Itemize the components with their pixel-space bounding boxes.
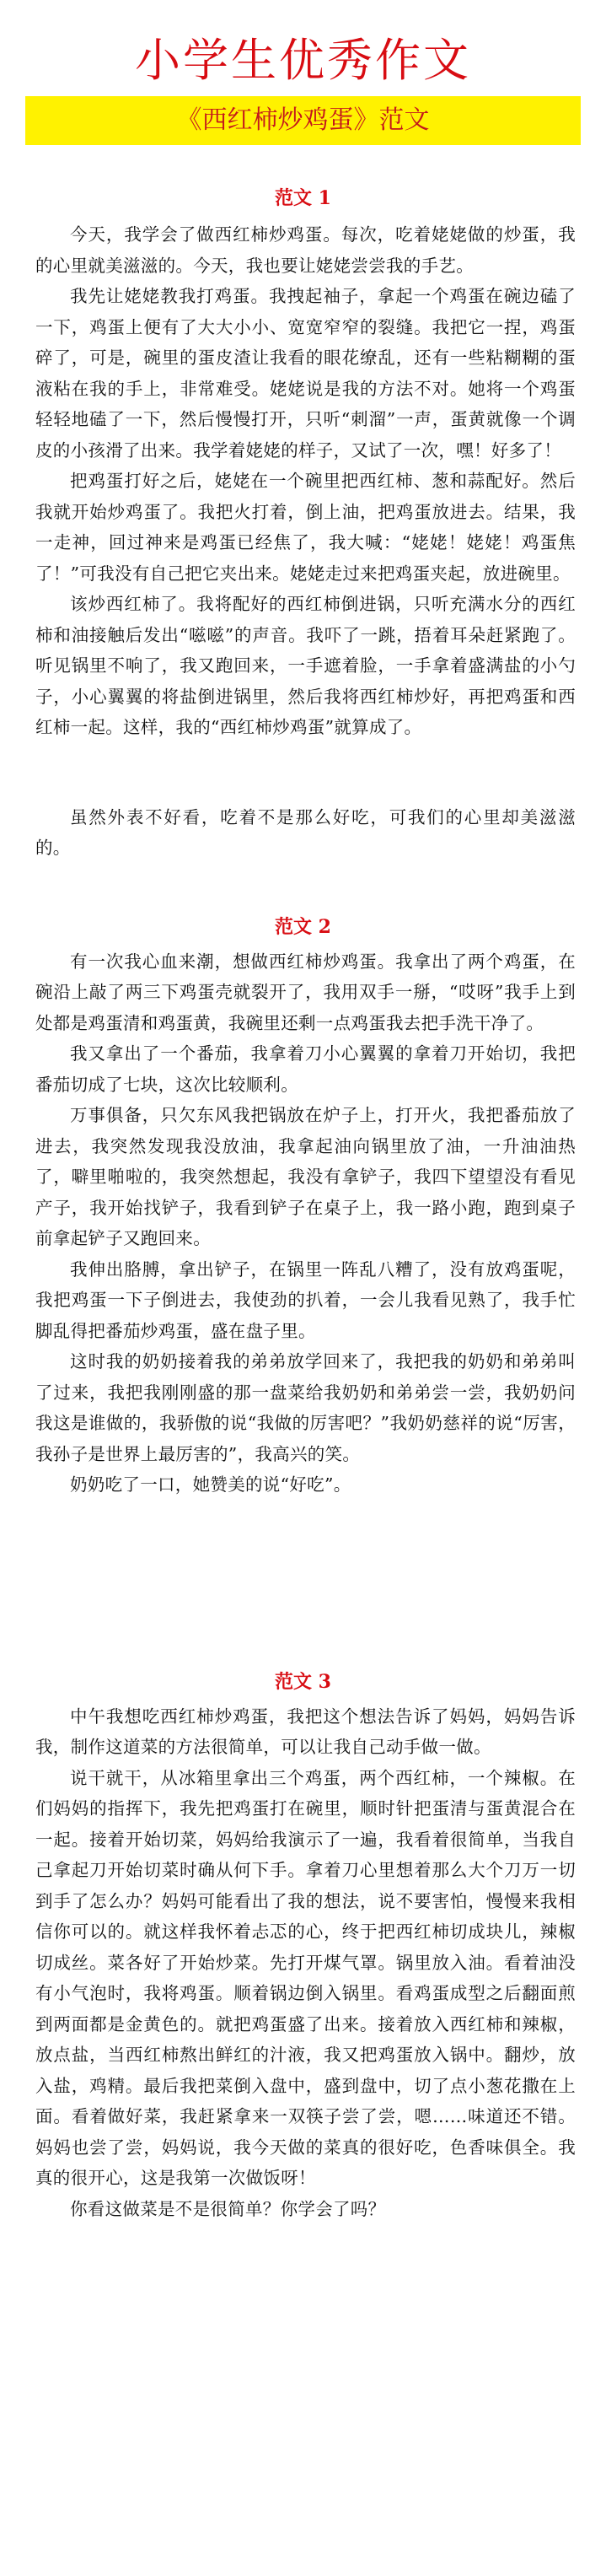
essay-2-paragraph-3: 万事俱备，只欠东风我把锅放在炉子上，打开火，我把番茄放了进去，我突然发现我没放油，我拿起油向锅里放了油，一升油油热了，噼里啪啦的，我突然想起，我没有拿铲子，我四下望望没有看见产子，我开始找铲子，我看到铲子在桌子上，我一路小跑，跑到桌子前拿起铲子又跑回来。	[35, 1105, 576, 1248]
essay-2	[0, 914, 606, 1501]
page-title: 小学生优秀作文	[135, 34, 471, 87]
essay-1-paragraph-3: 把鸡蛋打好之后，姥姥在一个碗里把西红柿、葱和蒜配好。然后我就开始炒鸡蛋了。我把火打着，倒上油，把鸡蛋放进去。结果，我一走神，回过神来是鸡蛋已经焦了，我大喊：“姥姥！姥姥！鸡蛋焦了！”可我没有自己把它夹出来。姥姥走过来把鸡蛋夹起，放进碗里。	[35, 471, 576, 584]
essay-2-paragraph-1: 有一次我心血来潮，想做西红柿炒鸡蛋。我拿出了两个鸡蛋，在碗沿上敲了两三下鸡蛋壳就裂开了，我用双手一掰，“哎呀”我手上到处都是鸡蛋清和鸡蛋黄，我碗里还剩一点鸡蛋我去把手洗干净了。	[35, 951, 576, 1033]
essay-1-paragraph-4: 该炒西红柿了。我将配好的西红柿倒进锅，只听充满水分的西红柿和油接触后发出“嗞嗞”的声音。我吓了一跳，捂着耳朵赶紧跑了。听见锅里不响了，我又跑回来，一手遮着脸，一手拿着盛满盐的小勺子，小心翼翼的将盐倒进锅里，然后我将西红柿炒好，再把鸡蛋和西红柿一起。这样，我的“西红柿炒鸡蛋”就算成了。	[35, 594, 576, 737]
essay-1-paragraph-5: 虽然外表不好看，吃着不是那么好吃，可我们的心里却美滋滋的。	[35, 806, 576, 858]
essay-1-paragraph-1: 今天，我学会了做西红柿炒鸡蛋。每次，吃着姥姥做的炒蛋，我的心里就美滋滋的。今天，我也要让姥姥尝尝我的手艺。	[35, 224, 576, 276]
essay-1	[0, 186, 606, 864]
essay-3-paragraph-1: 中午我想吃西红柿炒鸡蛋，我把这个想法告诉了妈妈，妈妈告诉我，制作这道菜的方法很简单，可以让我自己动手做一做。	[35, 1706, 576, 1757]
essay-3-paragraph-3: 你看这做菜是不是很简单？你学会了吗？	[70, 2198, 386, 2219]
essay-2-paragraph-6: 奶奶吃了一口，她赞美的说“好吃”。	[70, 1474, 351, 1495]
essay-3-heading: 范文 3	[275, 1670, 331, 1693]
essay-2-paragraph-2: 我又拿出了一个番茄，我拿着刀小心翼翼的拿着刀开始切，我把番茄切成了七块，这次比较顺利。	[35, 1043, 576, 1095]
essay-2-paragraph-4: 我伸出胳膊，拿出铲子，在锅里一阵乱八糟了，没有放鸡蛋呢，我把鸡蛋一下子倒进去，我使劲的扒着，一会儿我看见熟了，我手忙脚乱得把番茄炒鸡蛋，盛在盘子里。	[35, 1258, 576, 1341]
essay-3	[0, 1669, 606, 2225]
essay-3-paragraph-2: 说干就干，从冰箱里拿出三个鸡蛋，两个西红柿，一个辣椒。在们妈妈的指挥下，我先把鸡蛋打在碗里，顺时针把蛋清与蛋黄混合在一起。接着开始切菜，妈妈给我演示了一遍，我看着很简单，当我自己拿起刀开始切菜时确从何下手。拿着刀心里想着那么大个刀万一切到手了怎么办？妈妈可能看出了我的想法，说不要害怕，慢慢来我相信你可以的。就这样我怀着忐忑的心，终于把西红柿切成块儿，辣椒切成丝。菜各好了开始炒菜。先打开煤气罩。锅里放入油。看着油没有小气泡时，我将鸡蛋。顺着锅边倒入锅里。看鸡蛋成型之后翻面煎到两面都是金黄色的。就把鸡蛋盛了出来。接着放入西红柿和辣椒，放点盐，当西红柿熬出鲜红的汁液，我又把鸡蛋放入锅中。翻炒，放入盐，鸡精。最后我把菜倒入盘中，盛到盘中，切了点小葱花撒在上面。看着做好菜，我赶紧拿来一双筷子尝了尝，嗯……味道还不错。妈妈也尝了尝，妈妈说，我今天做的菜真的很好吃，色香味俱全。我真的很开心，这是我第一次做饭呀！	[35, 1767, 576, 2188]
essay-2-heading: 范文 2	[275, 915, 331, 938]
subtitle-banner: 《西红柿炒鸡蛋》范文	[25, 96, 581, 145]
essay-1-heading: 范文 1	[275, 187, 331, 209]
essay-1-paragraph-2: 我先让姥姥教我打鸡蛋。我拽起袖子，拿起一个鸡蛋在碗边磕了一下，鸡蛋上便有了大大小小、宽宽窄窄的裂缝。我把它一捏，鸡蛋碎了，可是，碗里的蛋皮渣让我看的眼花缭乱，还有一些粘糊糊的蛋液粘在我的手上，非常难受。姥姥说是我的方法不对。她将一个鸡蛋轻轻地磕了一下，然后慢慢打开，只听“刺溜”一声，蛋黄就像一个调皮的小孩滑了出来。我学着姥姥的样子，又试了一次，嘿！好多了！	[35, 286, 576, 461]
essay-2-paragraph-5: 这时我的奶奶接着我的弟弟放学回来了，我把我的奶奶和弟弟叫了过来，我把我刚刚盛的那一盘菜给我奶奶和弟弟尝一尝，我奶奶问我这是谁做的，我骄傲的说“我做的厉害吧？”我奶奶慈祥的说“厉害，我孙子是世界上最厉害的”，我高兴的笑。	[35, 1351, 576, 1464]
